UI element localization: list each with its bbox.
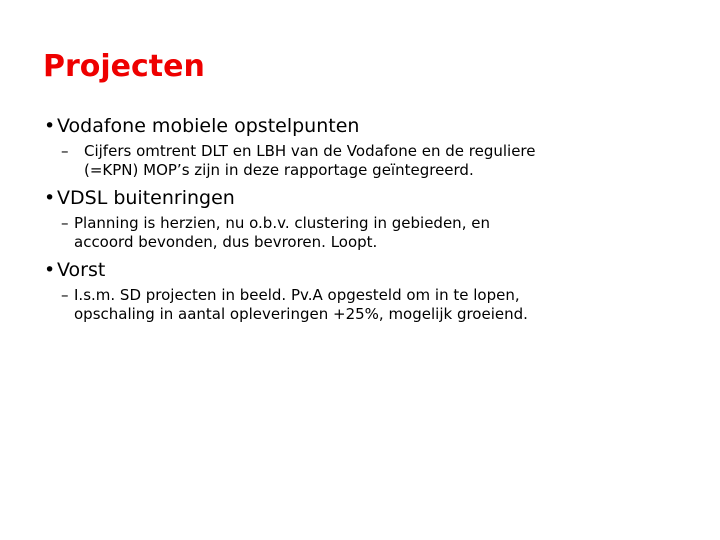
sub-bullet-line: Planning is herzien, nu o.b.v. clustering in gebieden, en (74, 214, 490, 232)
bullet-item-vdsl (44, 186, 684, 252)
sub-bullet (61, 142, 684, 180)
sub-bullet (61, 214, 684, 252)
bullet-list (44, 114, 684, 330)
dash-icon: – (61, 286, 69, 304)
bullet-text: Vodafone mobiele opstelpunten (57, 115, 360, 137)
bullet-icon: • (44, 259, 56, 281)
sub-bullet-line: Cijfers omtrent DLT en LBH van de Vodafone en de reguliere (84, 142, 536, 160)
bullet-item-vodafone (44, 114, 684, 180)
sub-bullet (61, 286, 684, 324)
sub-bullet-line: opschaling in aantal opleveringen +25%, mogelijk groeiend. (74, 305, 528, 323)
dash-icon: – (61, 142, 69, 160)
bullet-text: VDSL buitenringen (57, 187, 235, 209)
bullet-item-vorst (44, 258, 684, 324)
bullet-icon: • (44, 187, 56, 209)
bullet-icon: • (44, 115, 56, 137)
dash-icon: – (61, 214, 69, 232)
sub-bullet-line: I.s.m. SD projecten in beeld. Pv.A opgesteld om in te lopen, (74, 286, 520, 304)
sub-bullet-line: accoord bevonden, dus bevroren. Loopt. (74, 233, 378, 251)
sub-bullet-line: (=KPN) MOP’s zijn in deze rapportage geïntegreerd. (84, 161, 474, 179)
slide-title: Projecten (43, 49, 205, 84)
bullet-text: Vorst (57, 259, 106, 281)
